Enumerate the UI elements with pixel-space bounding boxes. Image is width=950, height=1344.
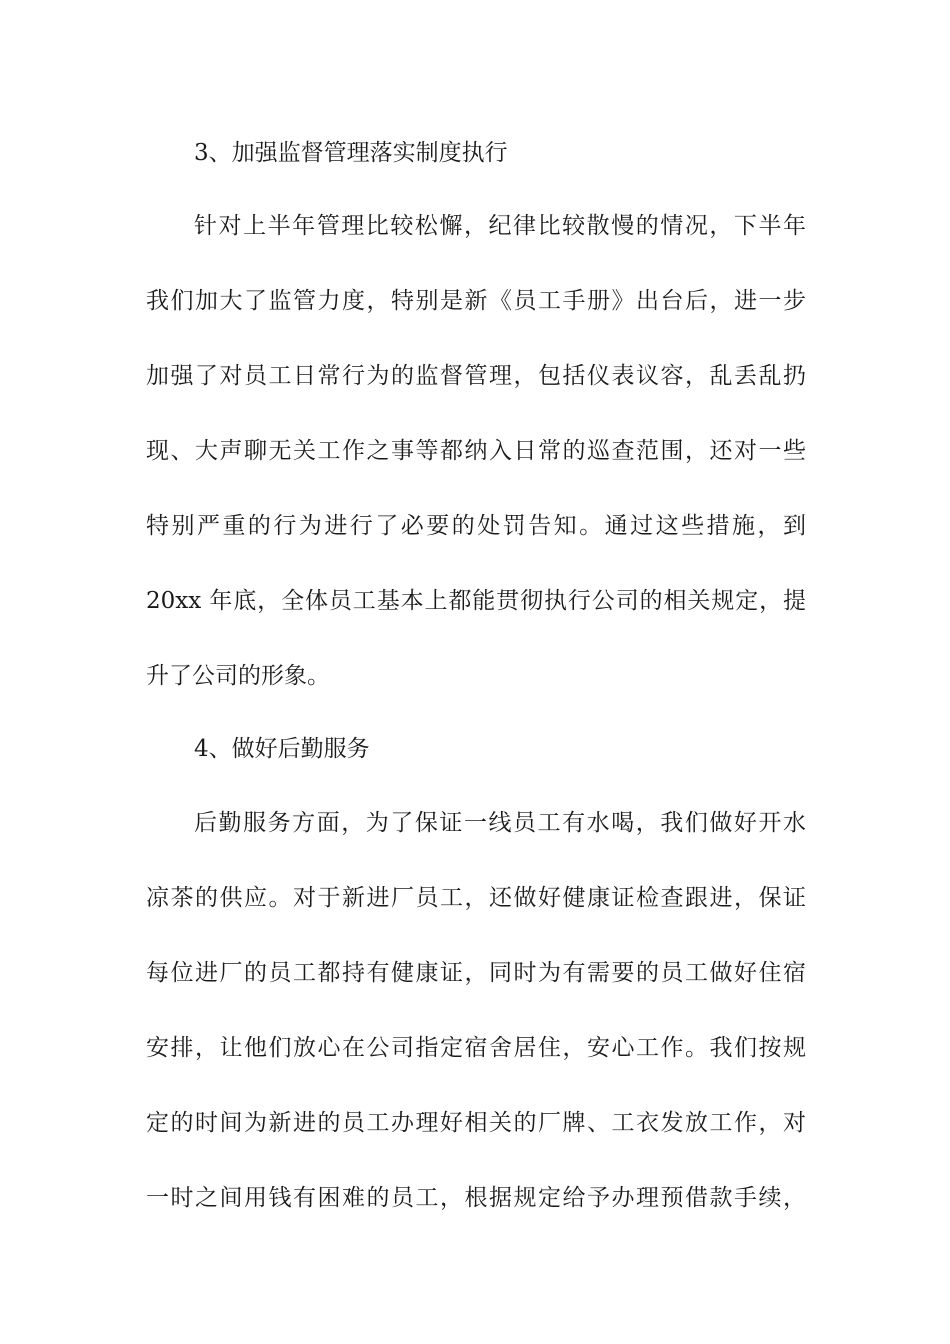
paragraph-line: 安排，让他们放心在公司指定宿舍居住，安心工作。我们按规 — [146, 1035, 806, 1061]
paragraph-line: 针对上半年管理比较松懈，纪律比较散慢的情况，下半年 — [194, 213, 806, 239]
paragraph-line: 每位进厂的员工都持有健康证，同时为有需要的员工做好住宿 — [146, 960, 806, 986]
section-4-heading: 4、做好后勤服务 — [194, 736, 370, 762]
section-3-heading: 3、加强监督管理落实制度执行 — [194, 140, 508, 166]
paragraph-line: 升了公司的形象。 — [146, 663, 330, 689]
paragraph-line: 20xx 年底，全体员工基本上都能贯彻执行公司的相关规定，提 — [146, 588, 806, 614]
paragraph-line: 我们加大了监管力度，特别是新《员工手册》出台后，进一步 — [146, 288, 806, 314]
paragraph-line: 加强了对员工日常行为的监督管理，包括仪表议容，乱丢乱扔 — [146, 363, 806, 389]
paragraph-line: 凉茶的供应。对于新进厂员工，还做好健康证检查跟进，保证 — [146, 885, 806, 911]
paragraph-line: 定的时间为新进的员工办理好相关的厂牌、工衣发放工作，对 — [146, 1110, 806, 1136]
paragraph-line: 后勤服务方面，为了保证一线员工有水喝，我们做好开水 — [194, 810, 806, 836]
paragraph-line: 一时之间用钱有困难的员工，根据规定给予办理预借款手续， — [146, 1185, 806, 1211]
paragraph-line: 现、大声聊无关工作之事等都纳入日常的巡查范围，还对一些 — [146, 438, 806, 464]
paragraph-line: 特别严重的行为进行了必要的处罚告知。通过这些措施，到 — [146, 513, 806, 539]
